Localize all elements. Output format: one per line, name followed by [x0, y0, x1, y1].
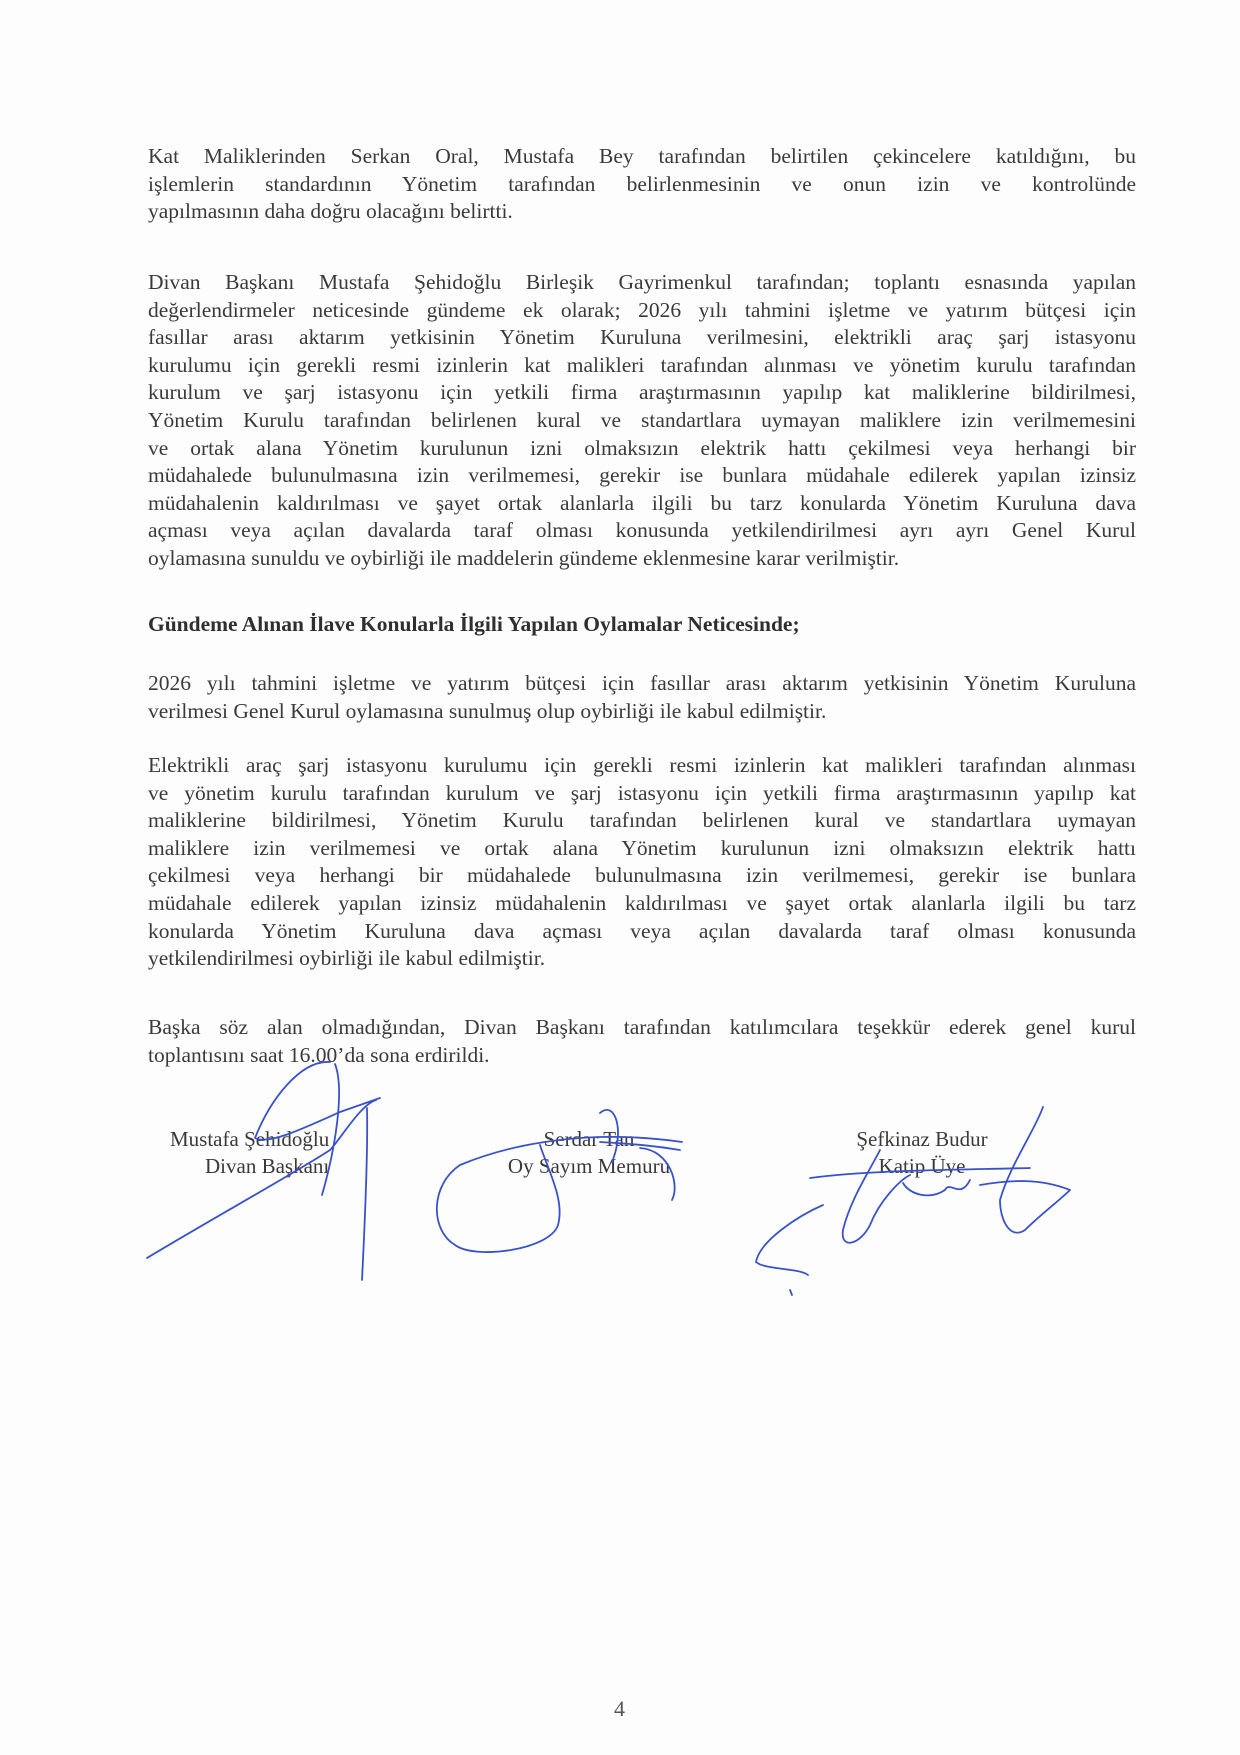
- text-line: toplantısını saat 16.00’da sona erdirildi.: [148, 1042, 490, 1067]
- section-heading: Gündeme Alınan İlave Konularla İlgili Yapılan Oylamalar Neticesinde;: [148, 612, 800, 636]
- signatory-name: Serdar Tan: [543, 1127, 635, 1151]
- text-line: kurulumu için gerekli resmi izinlerin kat malikleri tarafından alınması ve yönetim kurulu tarafından: [148, 352, 1136, 377]
- signatory-role: Oy Sayım Memuru: [507, 1154, 671, 1178]
- text-line: Kat Maliklerinden Serkan Oral, Mustafa Bey tarafından belirtilen çekincelere katıldığını, bu: [148, 144, 1136, 168]
- paragraph-serkan-oral: [148, 143, 1136, 226]
- text-line: Divan Başkanı Mustafa Şehidoğlu Birleşik Gayrimenkul tarafından; toplantı esnasında yapılan: [148, 270, 1136, 294]
- paragraph-divan-baskani-proposal: [148, 269, 1136, 573]
- text-line: 2026 yılı tahmini işletme ve yatırım bütçesi için fasıllar arası aktarım yetkisinin Yönetim Kuruluna: [148, 671, 1136, 695]
- text-line: müdahale edilerek yapılan izinsiz müdahalenin kaldırılması ve şayet ortak alanlarla ilgili bu tarz: [148, 890, 1136, 915]
- text-line: müdahalede bulunulmasına izin verilmemesi, gerekir ise bunlara müdahale edilerek yapılan izinsiz: [148, 463, 1136, 488]
- text-line: Başka söz alan olmadığından, Divan Başkanı tarafından katılımcılara teşekkür ederek genel kurul: [148, 1015, 1136, 1039]
- page-number: 4: [614, 1696, 625, 1721]
- signatory-name: Mustafa Şehidoğlu: [170, 1127, 330, 1151]
- signatory-katip-uye: [846, 1126, 998, 1180]
- text-line: açması veya açılan davalarda taraf olması konusunda yetkilendirilmesi ayrı ayrı Genel Kurul: [148, 518, 1136, 543]
- text-line: oylamasına sunuldu ve oybirliği ile maddelerin gündeme eklenmesine karar verilmiştir.: [148, 545, 900, 570]
- text-line: maliklere izin verilmemesi ve ortak alana Yönetim kurulunun izni olmaksızın elektrik hattı: [148, 835, 1136, 860]
- text-line: konularda Yönetim Kuruluna dava açması veya açılan davalarda taraf olması konusunda: [148, 918, 1136, 943]
- signatory-oy-sayim-memuru: [492, 1126, 686, 1180]
- paragraph-closing: [148, 1014, 1136, 1069]
- text-line: yetkilendirilmesi oybirliği ile kabul edilmiştir.: [148, 946, 546, 971]
- text-line: ve yönetim kurulu tarafından kurulum ve şarj istasyonu için yetkili firma araştırmasının yapılıp kat: [148, 780, 1136, 805]
- signatory-role: Divan Başkanı: [205, 1154, 330, 1178]
- text-line: Elektrikli araç şarj istasyonu kurulumu için gerekli resmi izinlerin kat malikleri tarafından alınması: [148, 753, 1136, 777]
- text-line: değerlendirmeler neticesinde gündeme ek olarak; 2026 yılı tahmini işletme ve yatırım bütçesi için: [148, 297, 1136, 322]
- signatory-role: Katip Üye: [878, 1154, 966, 1178]
- text-line: verilmesi Genel Kurul oylamasına sunulmuş olup oybirliği ile kabul edilmiştir.: [148, 698, 827, 723]
- text-line: yapılmasının daha doğru olacağını belirtti.: [148, 199, 513, 224]
- text-line: fasıllar arası aktarım yetkisinin Yönetim Kuruluna verilmesini, elektrikli araç şarj istasyonu: [148, 325, 1136, 350]
- text-line: müdahalenin kaldırılması ve şayet ortak alanlarla ilgili bu tarz konularda Yönetim Kuruluna dava: [148, 490, 1136, 515]
- paragraph-budget-vote: [148, 670, 1136, 725]
- text-line: maliklerine bildirilmesi, Yönetim Kurulu tarafından belirlenen kural ve standartlara uymayan: [148, 808, 1136, 833]
- text-line: kurulum ve şarj istasyonu için yetkili firma araştırmasının yapılıp kat maliklerine bildirilmesi,: [148, 380, 1136, 405]
- text-line: işlemlerin standardının Yönetim tarafından belirlenmesinin ve onun izin ve kontrolünde: [148, 171, 1136, 196]
- text-line: ve ortak alana Yönetim kurulunun izni olmaksızın elektrik hattı çekilmesi veya herhangi bir: [148, 435, 1136, 460]
- signatory-divan-baskani: [170, 1126, 329, 1180]
- text-line: Yönetim Kurulu tarafından belirlenen kural ve standartlara uymayan maliklere izin verilmemesini: [148, 407, 1136, 432]
- paragraph-charging-station-vote: [148, 752, 1136, 973]
- text-line: çekilmesi veya herhangi bir müdahalede bulunulmasına izin verilmemesi, gerekir ise bunlara: [148, 863, 1136, 888]
- signatory-name: Şefkinaz Budur: [856, 1127, 988, 1151]
